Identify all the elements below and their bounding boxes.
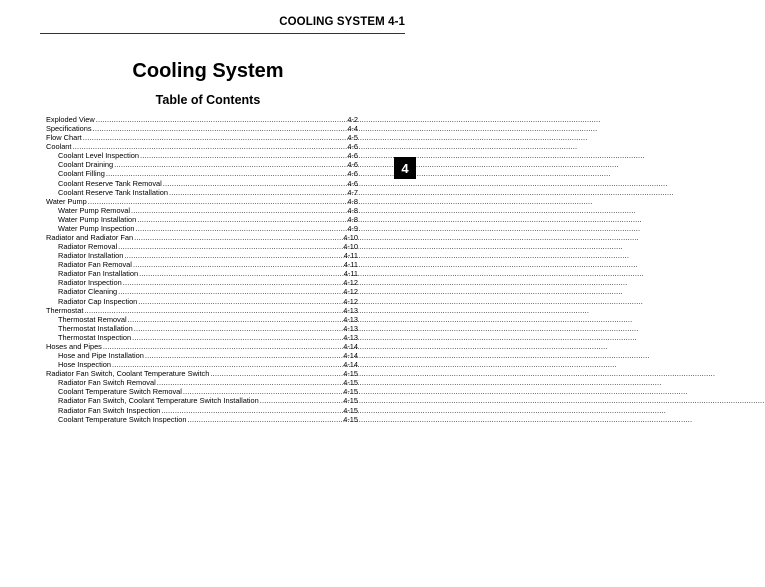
toc-dot-leader [84,306,331,315]
toc-entry-page: 4-6 [347,169,358,179]
toc-entry-page: 4-13 [343,323,358,333]
toc-entry-label: Radiator and Radiator Fan [46,233,134,243]
toc-entry-label: Radiator Fan Switch, Coolant Temperature Switch [46,369,210,379]
toc-entry-page: 4-10 [343,233,358,243]
toc-entry-label: Hose and Pipe Installation [58,351,144,361]
toc-entry-page: 4-4 [347,124,358,134]
toc-entry-page: 4-6 [347,151,358,161]
toc-dot-leader [161,406,331,415]
toc-entry-label: Water Pump Inspection [58,223,135,233]
toc-entry [46,260,358,269]
toc-dot-leader [210,369,331,378]
toc-entry-label: Thermostat Installation [58,323,133,333]
toc-dot-leader [118,287,331,296]
toc-entry [46,242,358,251]
toc-entry-page: 4-6 [347,178,358,188]
toc-entry [46,306,358,315]
toc-entry-label: Coolant Temperature Switch Inspection [58,414,187,424]
toc-entry-label: Water Pump Removal [58,205,131,215]
toc-entry [46,351,358,360]
toc-entry [46,369,358,378]
toc-entry [46,115,358,124]
toc-entry [46,160,358,169]
toc-entry [46,287,358,296]
toc-entry [46,124,358,133]
toc-dot-leader [139,269,331,278]
toc-dot-leader [133,260,331,269]
toc-dot-leader [88,197,331,206]
toc-entry-label: Coolant Reserve Tank Removal [58,178,162,188]
toc-entry-page: 4-9 [347,223,358,233]
toc-entry-label: Coolant Level Inspection [58,151,139,161]
toc-entry-page: 4-14 [343,341,358,351]
toc-entry-label: Radiator Fan Removal [58,260,132,270]
toc-entry [46,188,358,197]
toc-entry-label: Flow Chart [46,133,82,143]
toc-entry [46,206,358,215]
toc-entry [46,406,358,415]
toc-entry-page: 4-11 [343,260,358,270]
toc-entry [46,224,358,233]
toc-entry [46,333,358,342]
toc-entry-label: Coolant [46,142,72,152]
toc-entry-page: 4-15 [343,405,358,415]
toc-entry-label: Radiator Cleaning [58,287,118,297]
toc-entry-page: 4-5 [347,133,358,143]
toc-dot-leader [128,315,331,324]
toc-dot-leader [83,133,331,142]
table-of-contents [46,115,358,424]
toc-dot-leader [163,179,331,188]
toc-entry-label: Thermostat Removal [58,314,127,324]
page-title: Cooling System [132,60,284,82]
chapter-tab: 4 [394,157,416,179]
toc-entry-label: Coolant Filling [58,169,105,179]
toc-entry [46,251,358,260]
toc-dot-leader [187,415,331,424]
toc-entry-page: 4-11 [343,251,358,261]
toc-entry-label: Coolant Reserve Tank Installation [58,187,168,197]
toc-dot-leader [96,115,331,124]
toc-entry-page: 4-2 [347,115,358,124]
toc-dot-leader [138,297,331,306]
toc-entry-label: Radiator Fan Installation [58,269,139,279]
toc-entry-page: 4-8 [347,196,358,206]
toc-entry-label: Coolant Draining [58,160,114,170]
toc-dot-leader [169,188,331,197]
toc-entry [46,133,358,142]
toc-dot-leader [137,215,331,224]
toc-dot-leader [93,124,331,133]
toc-dot-leader [72,142,331,151]
toc-entry-page: 4-6 [347,142,358,152]
toc-dot-leader [136,224,331,233]
toc-dot-leader [134,324,331,333]
toc-entry [46,396,358,405]
toc-entry [46,387,358,396]
toc-dot-leader [132,333,331,342]
toc-dot-leader [183,387,331,396]
toc-dot-leader [145,351,331,360]
toc-entry-page: 4-14 [343,360,358,370]
toc-entry-page: 4-13 [343,314,358,324]
toc-entry [46,269,358,278]
toc-entry-label: Coolant Temperature Switch Removal [58,387,182,397]
toc-entry-page: 4-10 [343,242,358,252]
toc-entry [46,278,358,287]
toc-entry [46,378,358,387]
toc-entry [46,142,358,151]
toc-entry-label: Water Pump [46,196,87,206]
toc-entry [46,342,358,351]
toc-entry-page: 4-15 [343,396,358,406]
toc-entry-page: 4-15 [343,414,358,424]
toc-entry-page: 4-12 [343,287,358,297]
toc-entry-page: 4-8 [347,214,358,224]
toc-entry [46,169,358,178]
toc-entry-label: Water Pump Installation [58,214,137,224]
toc-dot-leader [131,206,331,215]
toc-entry [46,151,358,160]
page-header [0,0,416,34]
toc-entry [46,315,358,324]
header-rule [40,33,405,34]
toc-entry-page: 4-14 [343,351,358,361]
toc-dot-leader [140,151,331,160]
toc-entry-page: 4-15 [343,387,358,397]
toc-entry [46,415,358,424]
toc-entry-label: Thermostat Inspection [58,332,132,342]
toc-entry-page: 4-11 [343,269,358,279]
toc-dot-leader [124,251,331,260]
toc-entry-label: Specifications [46,124,92,134]
toc-entry-page: 4-6 [347,160,358,170]
toc-entry-page: 4-8 [347,205,358,215]
toc-entry-page: 4-12 [343,278,358,288]
toc-entry-label: Radiator Removal [58,242,118,252]
toc-dot-leader [114,160,331,169]
toc-dot-leader [118,242,331,251]
toc-entry-label: Exploded View [46,115,95,124]
toc-entry-label: Thermostat [46,305,84,315]
toc-entry-label: Hose Inspection [58,360,111,370]
toc-entry-page: 4-13 [343,305,358,315]
toc-entry-label: Radiator Fan Switch Inspection [58,405,161,415]
toc-dot-leader [157,378,331,387]
toc-dot-leader [106,169,331,178]
toc-entry [46,297,358,306]
toc-entry-label: Radiator Fan Switch Removal [58,378,156,388]
toc-entry [46,179,358,188]
toc-entry-label: Hoses and Pipes [46,341,102,351]
toc-entry-page: 4-12 [343,296,358,306]
toc-entry-page: 4-15 [343,369,358,379]
toc-entry-label: Radiator Installation [58,251,124,261]
toc-entry [46,324,358,333]
toc-entry-page: 4-7 [347,187,358,197]
toc-entry-label: Radiator Cap Inspection [58,296,138,306]
toc-dot-leader [112,360,331,369]
toc-dot-leader [103,342,331,351]
toc-dot-leader [134,233,331,242]
toc-entry [46,215,358,224]
toc-entry [46,233,358,242]
toc-entry-page: 4-13 [343,332,358,342]
toc-entry-label: Radiator Inspection [58,278,122,288]
toc-entry-label: Radiator Fan Switch, Coolant Temperature Switch Installation [58,396,259,406]
toc-dot-leader [123,278,331,287]
header-title: COOLING SYSTEM 4-1 [279,16,405,28]
toc-entry [46,197,358,206]
toc-heading: Table of Contents [155,93,261,107]
toc-dot-leader [260,396,331,405]
toc-entry [46,360,358,369]
toc-entry-page: 4-15 [343,378,358,388]
